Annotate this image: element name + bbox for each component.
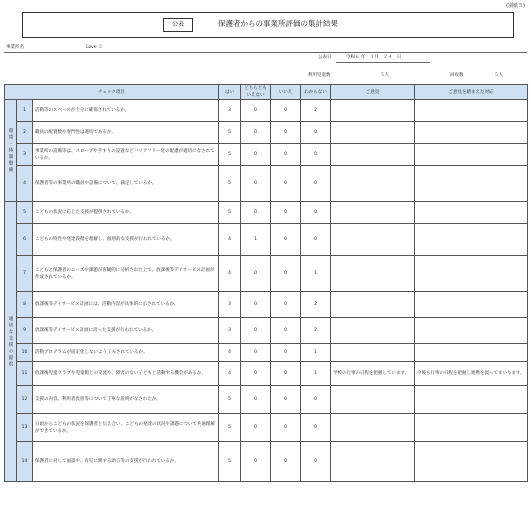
category-label: 環境・体制整備 (5, 100, 17, 202)
table-row (5, 442, 528, 482)
opinion-text (331, 414, 415, 442)
count-unknown: 1 (301, 362, 331, 386)
count-unknown: 0 (301, 166, 331, 202)
response-text (415, 386, 528, 414)
question-text: 保護者等の事業所の職員や設備について、満足しているか。 (33, 166, 219, 202)
opinion-text: 学校の行事の日程を把握しています。 (331, 362, 415, 386)
row-number: 13 (17, 414, 33, 442)
published-label: 公表日 (318, 55, 332, 60)
response-text (415, 166, 528, 202)
count-no: 0 (271, 442, 301, 482)
count-no: 0 (271, 256, 301, 292)
count-neither: 0 (241, 292, 271, 318)
column-yes: はい (219, 85, 241, 100)
column-opinion: ご意見 (331, 85, 415, 100)
office-label: 事業所名 (6, 45, 24, 50)
count-no: 0 (271, 144, 301, 166)
count-neither: 0 (241, 100, 271, 122)
response-text: 今後も行事の日程を把握し連携を図ってまいります。 (415, 362, 528, 386)
question-text: こどもと保護者のニーズや課題が客観的に分析された上で、放課後等デイサービス計画が作成されているか。 (33, 256, 219, 292)
count-no: 0 (271, 386, 301, 414)
row-number: 6 (17, 224, 33, 256)
table-row (5, 292, 528, 318)
question-text: 活動プログラムが固定化しないよう工夫されているか。 (33, 344, 219, 362)
row-number: 10 (17, 344, 33, 362)
count-neither: 0 (241, 442, 271, 482)
table-row (5, 224, 528, 256)
response-text (415, 256, 528, 292)
count-neither: 0 (241, 202, 271, 224)
header-line-2 (336, 62, 430, 63)
count-unknown: 1 (301, 256, 331, 292)
published-date: 令和６ 年 １月 ２４ 日 (346, 55, 402, 60)
respondents-label: 回収数 (450, 73, 464, 78)
table-row (5, 318, 528, 344)
count-unknown: 1 (301, 344, 331, 362)
count-unknown: 0 (301, 386, 331, 414)
office-name: Love ３ (86, 45, 103, 50)
row-number: 4 (17, 166, 33, 202)
table-row (5, 144, 528, 166)
response-text (415, 100, 528, 122)
question-text: 放課後児童クラブや児童館との交流や、障害のない子どもと活動する機会があるか。 (33, 362, 219, 386)
table-row (5, 100, 528, 122)
count-yes: 4 (219, 362, 241, 386)
count-no: 0 (271, 344, 301, 362)
count-yes: 4 (219, 256, 241, 292)
evaluation-table (4, 84, 528, 482)
respondents-count: ５人 (494, 73, 503, 78)
opinion-text (331, 202, 415, 224)
count-neither: 0 (241, 144, 271, 166)
question-text: こどもの状況に応じた支援が提供されているか。 (33, 202, 219, 224)
row-number: 3 (17, 144, 33, 166)
row-number: 9 (17, 318, 33, 344)
count-yes: 5 (219, 122, 241, 144)
response-text (415, 202, 528, 224)
question-text: 放課後等デイサービス計画には、活動内容が具体的に示されているか。 (33, 292, 219, 318)
response-text (415, 122, 528, 144)
title-box (22, 12, 514, 38)
count-unknown: 0 (301, 414, 331, 442)
count-yes: 5 (219, 414, 241, 442)
count-yes: 5 (219, 144, 241, 166)
count-unknown: 2 (301, 318, 331, 344)
count-yes: 3 (219, 100, 241, 122)
table-row (5, 122, 528, 144)
opinion-text (331, 100, 415, 122)
count-unknown: 0 (301, 224, 331, 256)
header-line-1 (4, 52, 527, 53)
header-row (5, 85, 528, 100)
question-text: 日頃からこどもの状況を保護者と伝え合い、こどもの発達の状況や課題について共通理解ができているか。 (33, 414, 219, 442)
count-yes: 5 (219, 386, 241, 414)
count-unknown: 2 (301, 292, 331, 318)
question-text: 保護者に対して面談や、育児に関する助言等の支援が行われているか。 (33, 442, 219, 482)
count-no: 0 (271, 362, 301, 386)
row-number: 5 (17, 202, 33, 224)
guardians-count: ５人 (380, 73, 389, 78)
count-no: 0 (271, 224, 301, 256)
count-neither: 0 (241, 166, 271, 202)
count-yes: 5 (219, 442, 241, 482)
question-text: 活動等のスペースが十分に確保されているか。 (33, 100, 219, 122)
table-row (5, 386, 528, 414)
count-yes: 3 (219, 318, 241, 344)
category-label: 適切な支援の提供 (5, 202, 17, 482)
count-yes: 3 (219, 292, 241, 318)
count-neither: 0 (241, 344, 271, 362)
response-text (415, 414, 528, 442)
table-row (5, 256, 528, 292)
count-no: 0 (271, 122, 301, 144)
column-unknown: わからない (301, 85, 331, 100)
count-neither: 1 (241, 224, 271, 256)
count-no: 0 (271, 292, 301, 318)
count-neither: 0 (241, 414, 271, 442)
count-no: 0 (271, 202, 301, 224)
count-neither: 0 (241, 318, 271, 344)
row-number: 7 (17, 256, 33, 292)
response-text (415, 292, 528, 318)
response-text (415, 224, 528, 256)
count-unknown: 0 (301, 202, 331, 224)
opinion-text (331, 442, 415, 482)
table-row (5, 414, 528, 442)
opinion-text (331, 292, 415, 318)
count-unknown: 2 (301, 100, 331, 122)
response-text (415, 144, 528, 166)
title-tag: 公表 (163, 18, 193, 32)
count-no: 0 (271, 318, 301, 344)
response-text (415, 344, 528, 362)
row-number: 1 (17, 100, 33, 122)
question-text: 放課後等デイサービス計画に沿った支援が行われているか。 (33, 318, 219, 344)
corner-label: (別紙５) (506, 3, 525, 9)
question-text: 支援の内容、利用者負担等について丁寧な説明がなされたか。 (33, 386, 219, 414)
table-row (5, 166, 528, 202)
row-number: 12 (17, 386, 33, 414)
count-neither: 0 (241, 362, 271, 386)
opinion-text (331, 224, 415, 256)
column-response: ご意見を踏まえた対応 (415, 85, 528, 100)
count-yes: 5 (219, 166, 241, 202)
table-row (5, 344, 528, 362)
row-number: 11 (17, 362, 33, 386)
table-row (5, 202, 528, 224)
opinion-text (331, 166, 415, 202)
table-row (5, 362, 528, 386)
count-neither: 0 (241, 256, 271, 292)
question-text: 職員の配置数や専門性は適切であるか。 (33, 122, 219, 144)
page-title: 保護者からの事業所評価の集計結果 (218, 19, 338, 28)
count-yes: 4 (219, 224, 241, 256)
opinion-text (331, 144, 415, 166)
count-unknown: 0 (301, 122, 331, 144)
count-unknown: 0 (301, 144, 331, 166)
row-number: 8 (17, 292, 33, 318)
response-text (415, 318, 528, 344)
opinion-text (331, 122, 415, 144)
response-text (415, 442, 528, 482)
count-no: 0 (271, 414, 301, 442)
count-unknown: 0 (301, 442, 331, 482)
question-text: 事業所の設備等は、スロープや手すりの設置などバリアフリー化の配慮が適切になされているか。 (33, 144, 219, 166)
guardians-label: 利用児童数 (308, 73, 331, 78)
count-no: 0 (271, 100, 301, 122)
count-yes: 5 (219, 202, 241, 224)
row-number: 2 (17, 122, 33, 144)
question-text: こどもの特性や発達段階を理解し、個別的な支援が行われているか。 (33, 224, 219, 256)
row-number: 14 (17, 442, 33, 482)
opinion-text (331, 386, 415, 414)
count-no: 0 (271, 166, 301, 202)
count-yes: 4 (219, 344, 241, 362)
opinion-text (331, 344, 415, 362)
column-check: チェック項目 (5, 85, 219, 100)
opinion-text (331, 256, 415, 292)
column-no: いいえ (271, 85, 301, 100)
column-neither: どちらともいえない (241, 85, 271, 100)
count-neither: 0 (241, 122, 271, 144)
count-neither: 0 (241, 386, 271, 414)
opinion-text (331, 318, 415, 344)
